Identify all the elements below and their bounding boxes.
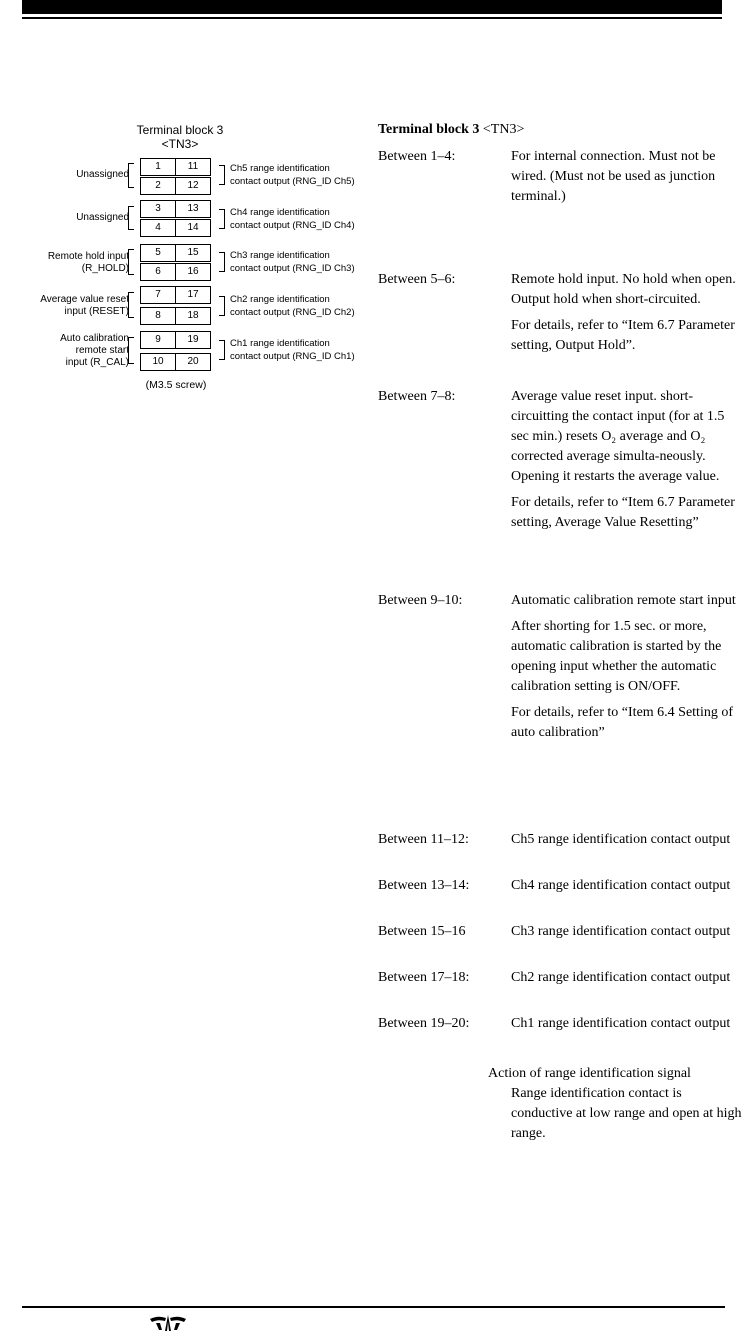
entry-desc: Ch3 range identification contact output [511, 924, 731, 939]
entry-term: Between 11–12: [378, 832, 469, 847]
terminal-cell: 4 [140, 219, 176, 237]
right-label-ch4-output: contact output (RNG_ID Ch4) [230, 220, 355, 231]
entry-19-20 [378, 1014, 740, 1040]
footer-rule [22, 1306, 725, 1308]
terminal-cell: 5 [140, 244, 176, 262]
section-title-tag: <TN3> [479, 122, 525, 137]
right-bracket [218, 340, 225, 360]
entry-term: Between 1–4: [378, 149, 456, 164]
entry-7-8 [378, 387, 740, 539]
header-rule [22, 17, 722, 19]
right-bracket [218, 252, 225, 272]
left-bracket [128, 163, 135, 188]
diagram-title: Terminal block 3 [136, 123, 224, 137]
terminal-cell: 14 [175, 219, 211, 237]
range-signal-heading: Action of range identification signal [488, 1066, 691, 1081]
terminal-cell: 10 [140, 353, 176, 371]
entry-desc: Ch2 range identification contact output [511, 970, 731, 985]
left-label-auto-cal-3: input (R_CAL) [65, 357, 129, 368]
right-label-ch3-output: contact output (RNG_ID Ch3) [230, 263, 355, 274]
right-label-ch5-output: contact output (RNG_ID Ch5) [230, 176, 355, 187]
terminal-cell: 19 [175, 331, 211, 349]
left-bracket [128, 206, 135, 230]
left-label-auto-cal-1: Auto calibration [60, 333, 129, 344]
right-bracket [218, 209, 225, 229]
left-label-average-reset: Average value reset [40, 294, 129, 305]
entry-1-4 [378, 147, 740, 213]
terminal-cell: 2 [140, 177, 176, 195]
right-label-ch1: Ch1 range identification [230, 338, 330, 349]
entry-desc-detail: After shorting for 1.5 sec. or more, automatic calibration is started by the opening input whether the automatic calibration setting is ON/OFF. [511, 619, 722, 694]
entry-13-14 [378, 876, 740, 902]
terminal-cell: 15 [175, 244, 211, 262]
terminal-cell: 20 [175, 353, 211, 371]
terminal-cell: 17 [175, 286, 211, 304]
terminal-cell: 7 [140, 286, 176, 304]
screw-note: (M3.5 screw) [145, 379, 207, 391]
right-label-ch2: Ch2 range identification [230, 294, 330, 305]
entry-9-10 [378, 591, 740, 749]
entry-desc: Automatic calibration remote start input [511, 593, 736, 608]
left-label-remote-hold-code: (R_HOLD) [81, 263, 129, 274]
entry-desc: For internal connection. Must not be wired. (Must not be used as junction terminal.) [511, 149, 716, 204]
terminal-cell: 9 [140, 331, 176, 349]
entry-desc: Average value reset input. short-circuitting the contact input (for at 1.5 sec min.) resets O₂ average and O₂ corrected average simulta-neously. Opening it restarts the average value. [511, 389, 725, 484]
terminal-cell: 8 [140, 307, 176, 325]
entry-desc: Remote hold input. No hold when open. Output hold when short-circuited. [511, 272, 736, 307]
range-signal-body: Range identification contact is conductive at low range and open at high range. [511, 1086, 742, 1141]
range-signal-note [488, 1064, 746, 1144]
left-label-unassigned-1: Unassigned [76, 169, 129, 180]
right-bracket [218, 165, 225, 185]
entry-15-16 [378, 922, 740, 948]
entry-desc: Ch4 range identification contact output [511, 878, 731, 893]
entry-term: Between 9–10: [378, 593, 463, 608]
right-label-ch4: Ch4 range identification [230, 207, 330, 218]
right-label-ch2-output: contact output (RNG_ID Ch2) [230, 307, 355, 318]
right-label-ch5: Ch5 range identification [230, 163, 330, 174]
entry-term: Between 5–6: [378, 272, 456, 287]
left-label-average-reset-code: input (RESET) [64, 306, 129, 317]
entry-17-18 [378, 968, 740, 994]
left-label-unassigned-2: Unassigned [76, 212, 129, 223]
entry-desc: Ch5 range identification contact output [511, 832, 731, 847]
right-label-ch3: Ch3 range identification [230, 250, 330, 261]
entry-11-12 [378, 830, 740, 856]
terminal-cell: 6 [140, 263, 176, 281]
terminal-cell: 3 [140, 200, 176, 218]
left-bracket [128, 292, 135, 318]
terminal-cell: 12 [175, 177, 211, 195]
left-label-auto-cal-2: remote start [75, 345, 129, 356]
company-logo [148, 1313, 188, 1333]
left-bracket [128, 249, 135, 275]
entry-term: Between 17–18: [378, 970, 470, 985]
terminal-cell: 18 [175, 307, 211, 325]
entry-desc: Ch1 range identification contact output [511, 1016, 731, 1031]
entry-desc-ref: For details, refer to “Item 6.4 Setting of auto calibration” [511, 705, 733, 740]
right-bracket [218, 296, 225, 316]
terminal-cell: 13 [175, 200, 211, 218]
entry-5-6 [378, 270, 740, 362]
left-bracket [128, 337, 135, 364]
entry-desc-ref: For details, refer to “Item 6.7 Parameter setting, Average Value Resetting” [511, 495, 735, 530]
entry-term: Between 15–16 [378, 924, 466, 939]
entry-desc-ref: For details, refer to “Item 6.7 Parameter setting, Output Hold”. [511, 318, 735, 353]
terminal-cell: 16 [175, 263, 211, 281]
left-label-remote-hold: Remote hold input [47, 251, 129, 262]
entry-term: Between 7–8: [378, 389, 456, 404]
terminal-block-diagram [0, 118, 370, 408]
section-title [378, 122, 524, 138]
section-title-text: Terminal block 3 [378, 122, 480, 137]
terminal-cell: 1 [140, 158, 176, 176]
entry-term: Between 19–20: [378, 1016, 470, 1031]
terminal-cell: 11 [175, 158, 211, 176]
right-label-ch1-output: contact output (RNG_ID Ch1) [230, 351, 355, 362]
entry-term: Between 13–14: [378, 878, 470, 893]
diagram-subtitle: <TN3> [161, 137, 199, 151]
header-bar [22, 0, 722, 14]
